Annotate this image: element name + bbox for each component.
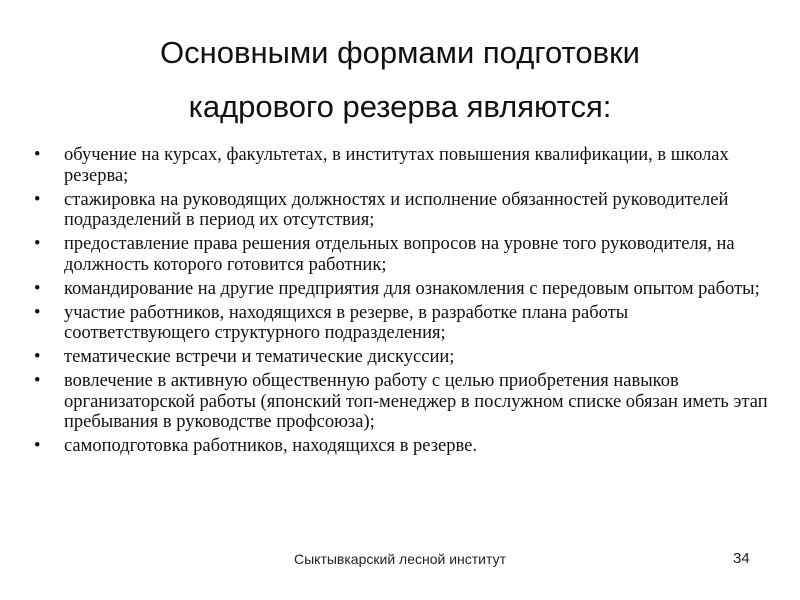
bullet-icon: • [34, 278, 41, 299]
page-number: 34 [733, 550, 750, 567]
bullet-icon: • [34, 347, 41, 367]
bullet-text: участие работников, находящихся в резерве, в разработке плана работы соответствующего структурного подразделения; [64, 302, 629, 343]
bullet-item [30, 279, 775, 300]
bullet-text: вовлечение в активную общественную работу с целью приобретения навыков организаторской работы (японский топ-менеджер в послужном списке обязан иметь этап пребывания в руководстве профсоюза); [64, 371, 768, 432]
bullet-icon: • [34, 436, 41, 456]
bullet-icon: • [34, 145, 41, 165]
bullet-icon: • [34, 234, 41, 254]
bullet-text: предоставление права решения отдельных вопросов на уровне того руководителя, на должность которого готовится работник; [64, 234, 735, 275]
bullet-text: тематические встречи и тематические дискуссии; [64, 347, 455, 367]
bullet-icon: • [34, 371, 41, 391]
bullet-text: стажировка на руководящих должностях и исполнение обязанностей руководителей подразделений в период их отсутствия; [64, 189, 729, 230]
title-line-2: кадрового резерва являются: [188, 89, 612, 124]
bullet-list [30, 145, 775, 460]
bullet-item [30, 371, 775, 433]
bullet-item [30, 303, 775, 344]
bullet-icon: • [34, 189, 41, 210]
bullet-item [30, 436, 775, 457]
bullet-item [30, 234, 775, 275]
bullet-text: самоподготовка работников, находящихся в резерве. [64, 436, 477, 456]
bullet-item [30, 190, 775, 231]
bullet-item [30, 145, 775, 186]
slide-title [40, 26, 760, 134]
bullet-icon: • [34, 302, 41, 323]
title-line-1: Основными формами подготовки [160, 35, 640, 70]
bullet-item [30, 347, 775, 368]
bullet-text: обучение на курсах, факультетах, в институтах повышения квалификации, в школах резерва; [64, 145, 729, 186]
slide-footer: Сыктывкарский лесной институт [294, 551, 506, 567]
bullet-text: командирование на другие предприятия для ознакомления с передовым опытом работы; [64, 278, 760, 299]
